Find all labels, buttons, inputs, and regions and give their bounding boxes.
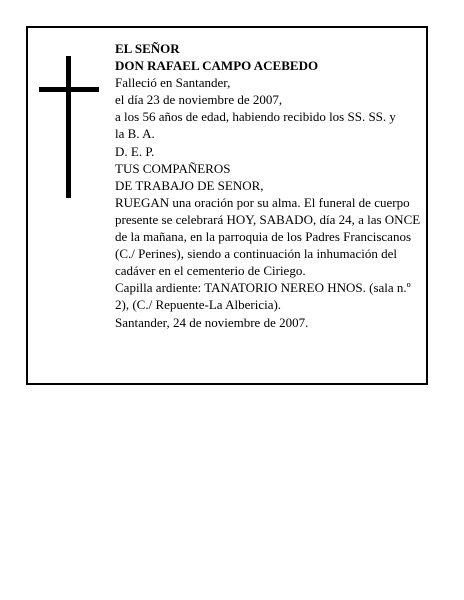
cross-horizontal-bar [39, 87, 99, 92]
death-date: el día 23 de noviembre de 2007, [115, 92, 283, 108]
obituary-notice [26, 26, 428, 385]
cross-icon [39, 56, 99, 198]
chapel-info: Capilla ardiente: TANATORIO NEREO HNOS. (sala n.º 2), (C./ Repuente-La Albericia). [115, 280, 411, 313]
age-line: a los 56 años de edad, habiendo recibido los SS. SS. y [115, 109, 396, 125]
rip-line: D. E. P. [115, 143, 155, 159]
deceased-name: DON RAFAEL CAMPO ACEBEDO [115, 58, 319, 74]
sacraments-line: la B. A. [115, 126, 155, 142]
notice-text [115, 40, 423, 331]
cross-vertical-bar [66, 56, 71, 198]
senders-line-1: TUS COMPAÑEROS [115, 160, 231, 176]
death-place: Falleció en Santander, [115, 75, 231, 91]
sign-off: Santander, 24 de noviembre de 2007. [115, 314, 309, 330]
senders-line-2: DE TRABAJO DE SENOR, [115, 177, 264, 193]
notice-title: EL SEÑOR [115, 41, 180, 56]
funeral-request: RUEGAN una oración por su alma. El funeral de cuerpo presente se celebrará HOY, SABADO, día 24, a las ONCE de la mañana, en la parroquia de los Padres Franciscanos (C./ Perines), siendo a continuación la inhumación del cadáver en el cementerio de Ciriego. [115, 194, 421, 279]
